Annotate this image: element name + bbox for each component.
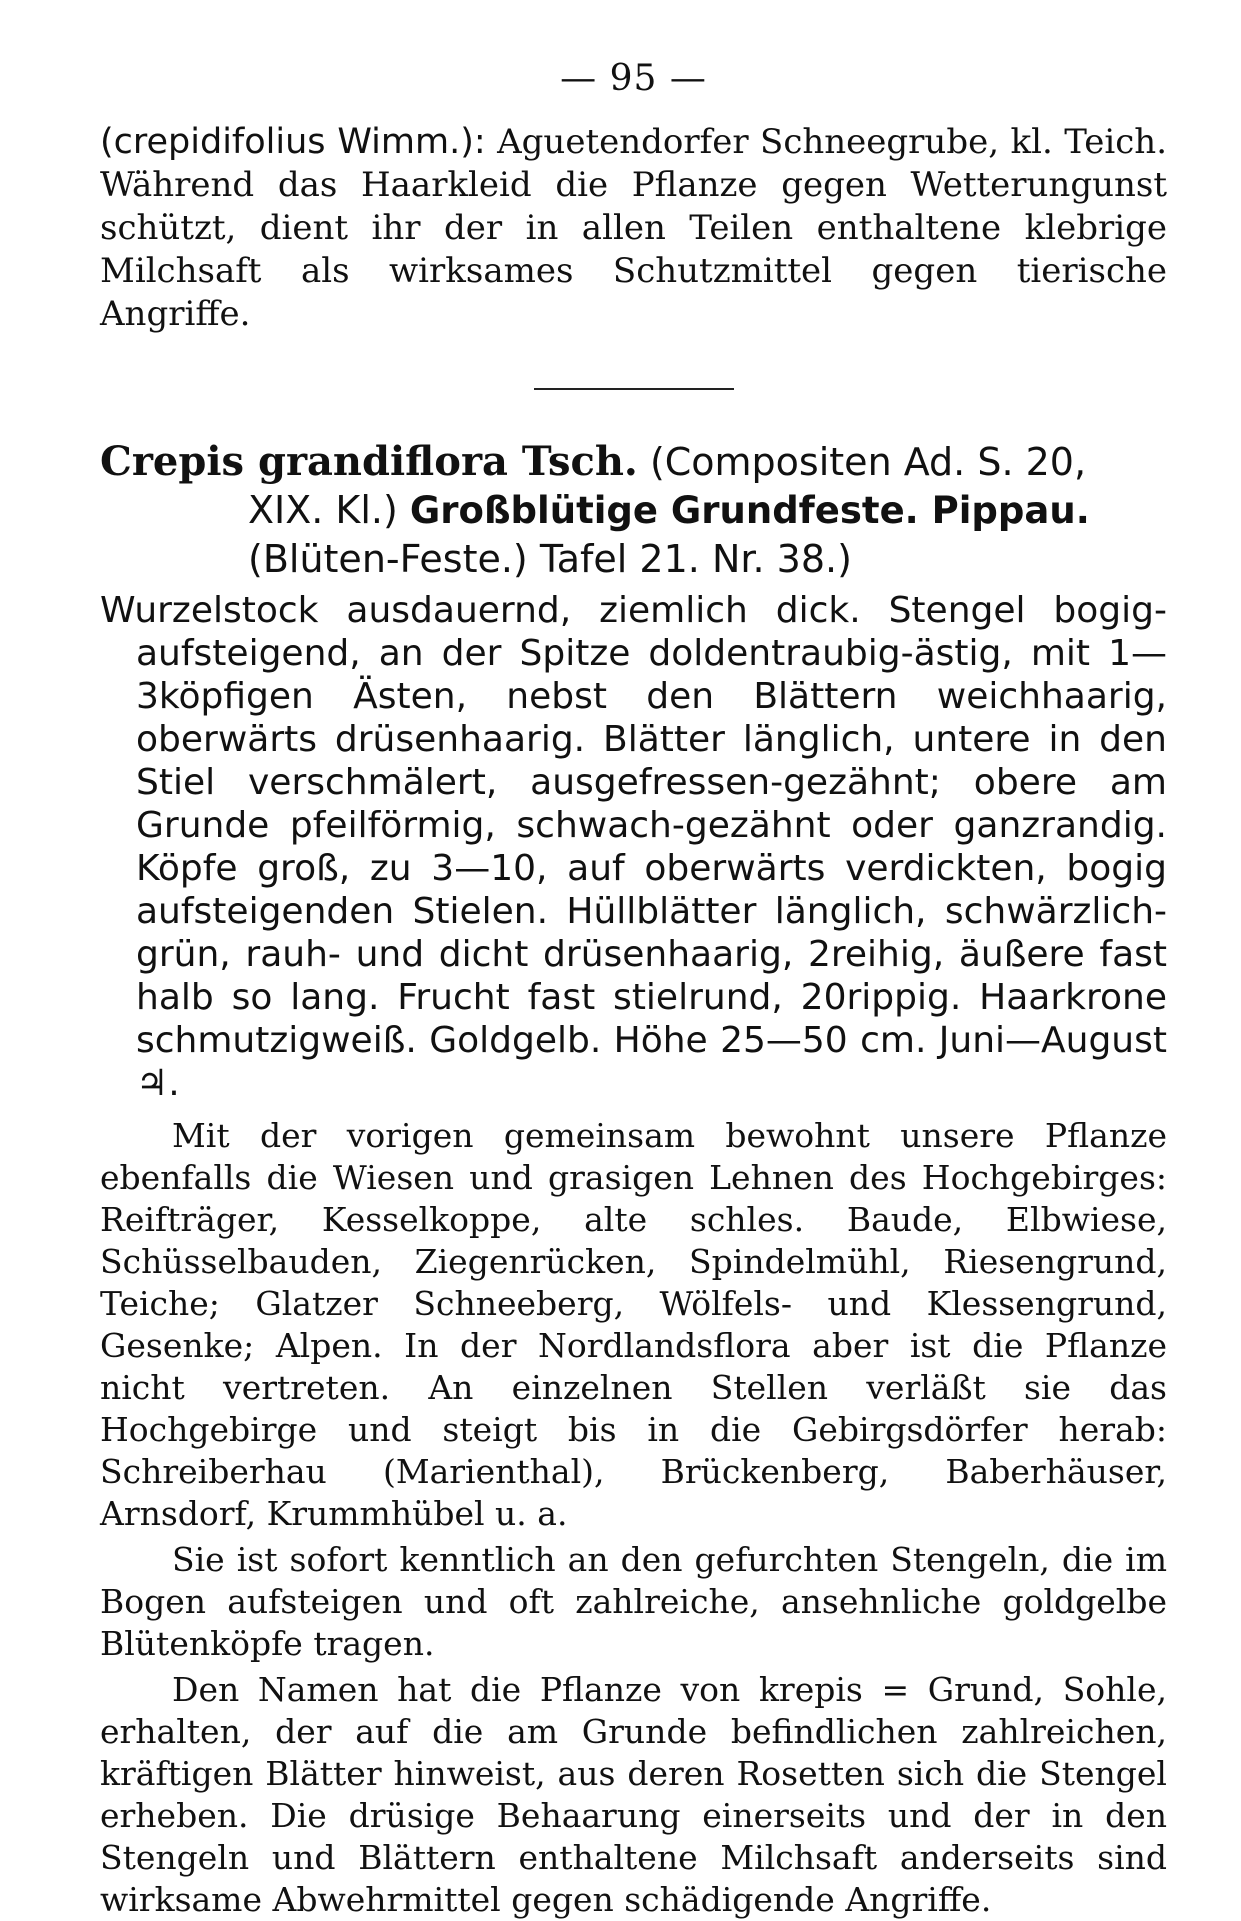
species-family: (Compositen Ad. S. 20, xyxy=(649,440,1087,484)
species-heading xyxy=(100,438,1167,583)
page-number: — 95 — xyxy=(560,58,707,99)
species-latin-name: Crepis grandiflora Tsch. xyxy=(100,438,638,485)
species-alt-name: (Blüten-Feste.) Tafel 21. Nr. 38.) xyxy=(248,537,852,581)
intro-paragraph xyxy=(100,121,1167,336)
species-description: Wurzelstock ausdauernd, ziemlich dick. Stengel bogig-aufsteigend, an der Spitze doldentraubig-ästig, mit 1—3köpfigen Ästen, nebst den Blättern weichhaarig, oberwärts drüsenhaarig. Blätter länglich, untere in den Stiel verschmälert, ausgefressen-gezähnt; obere am Grunde pfeilförmig, schwach-gezähnt oder ganzrandig. Köpfe groß, zu 3—10, auf oberwärts verdickten, bogig aufsteigenden Stielen. Hüllblätter länglich, schwärzlich-grün, rauh- und dicht drüsenhaarig, 2reihig, äußere fast halb so lang. Frucht fast stielrund, 20rippig. Haarkrone schmutzigweiß. Goldgelb. Höhe 25—50 cm. Juni—August ♃. xyxy=(100,590,1167,1104)
species-heading-line-2 xyxy=(100,486,1167,535)
section-divider xyxy=(534,388,734,390)
species-german-name: Großblütige Grundfeste. Pippau. xyxy=(409,489,1090,532)
body-paragraph-1: Mit der vorigen gemeinsam bewohnt unsere Pflanze ebenfalls die Wiesen und grasigen Lehnen des Hochgebirges: Reifträger, Kesselkoppe, alte schles. Baude, Elbwiese, Schüsselbauden, Ziegenrücken, Spindelmühl, Riesengrund, Teiche; Glatzer Schneeberg, Wölfels- und Klessengrund, Gesenke; Alpen. In der Nordlandsflora aber ist die Pflanze nicht vertreten. An einzelnen Stellen verläßt sie das Hochgebirge und steigt bis in die Gebirgsdörfer herab: Schreiberhau (Marienthal), Brückenberg, Baberhäuser, Arnsdorf, Krummhübel u. a. xyxy=(100,1116,1167,1533)
intro-latin-reference: (crepidifolius Wimm.): xyxy=(100,122,486,162)
body-paragraph-3: Den Namen hat die Pflanze von krepis = Grund, Sohle, erhalten, der auf die am Grunde befindlichen zahlreichen, kräftigen Blätter hinweist, aus deren Rosetten sich die Stengel erheben. Die drüsige Behaarung einerseits und der in den Stengeln und Blättern enthaltene Milchsaft anderseits sind wirksame Abwehrmittel gegen schädigende Angriffe. xyxy=(100,1670,1167,1919)
intro-text: Aguetendorfer Schneegrube, kl. Teich. Während das Haarkleid die Pflanze gegen Wetterungunst schützt, dient ihr der in allen Teilen enthaltene klebrige Milchsaft als wirksames Schutzmittel gegen tierische Angriffe. xyxy=(100,122,1167,334)
body-paragraph-2: Sie ist sofort kenntlich an den gefurchten Stengeln, die im Bogen aufsteigen und oft zahlreiche, ansehnliche goldgelbe Blütenköpfe tragen. xyxy=(100,1540,1167,1663)
species-class: XIX. Kl.) xyxy=(248,488,398,532)
